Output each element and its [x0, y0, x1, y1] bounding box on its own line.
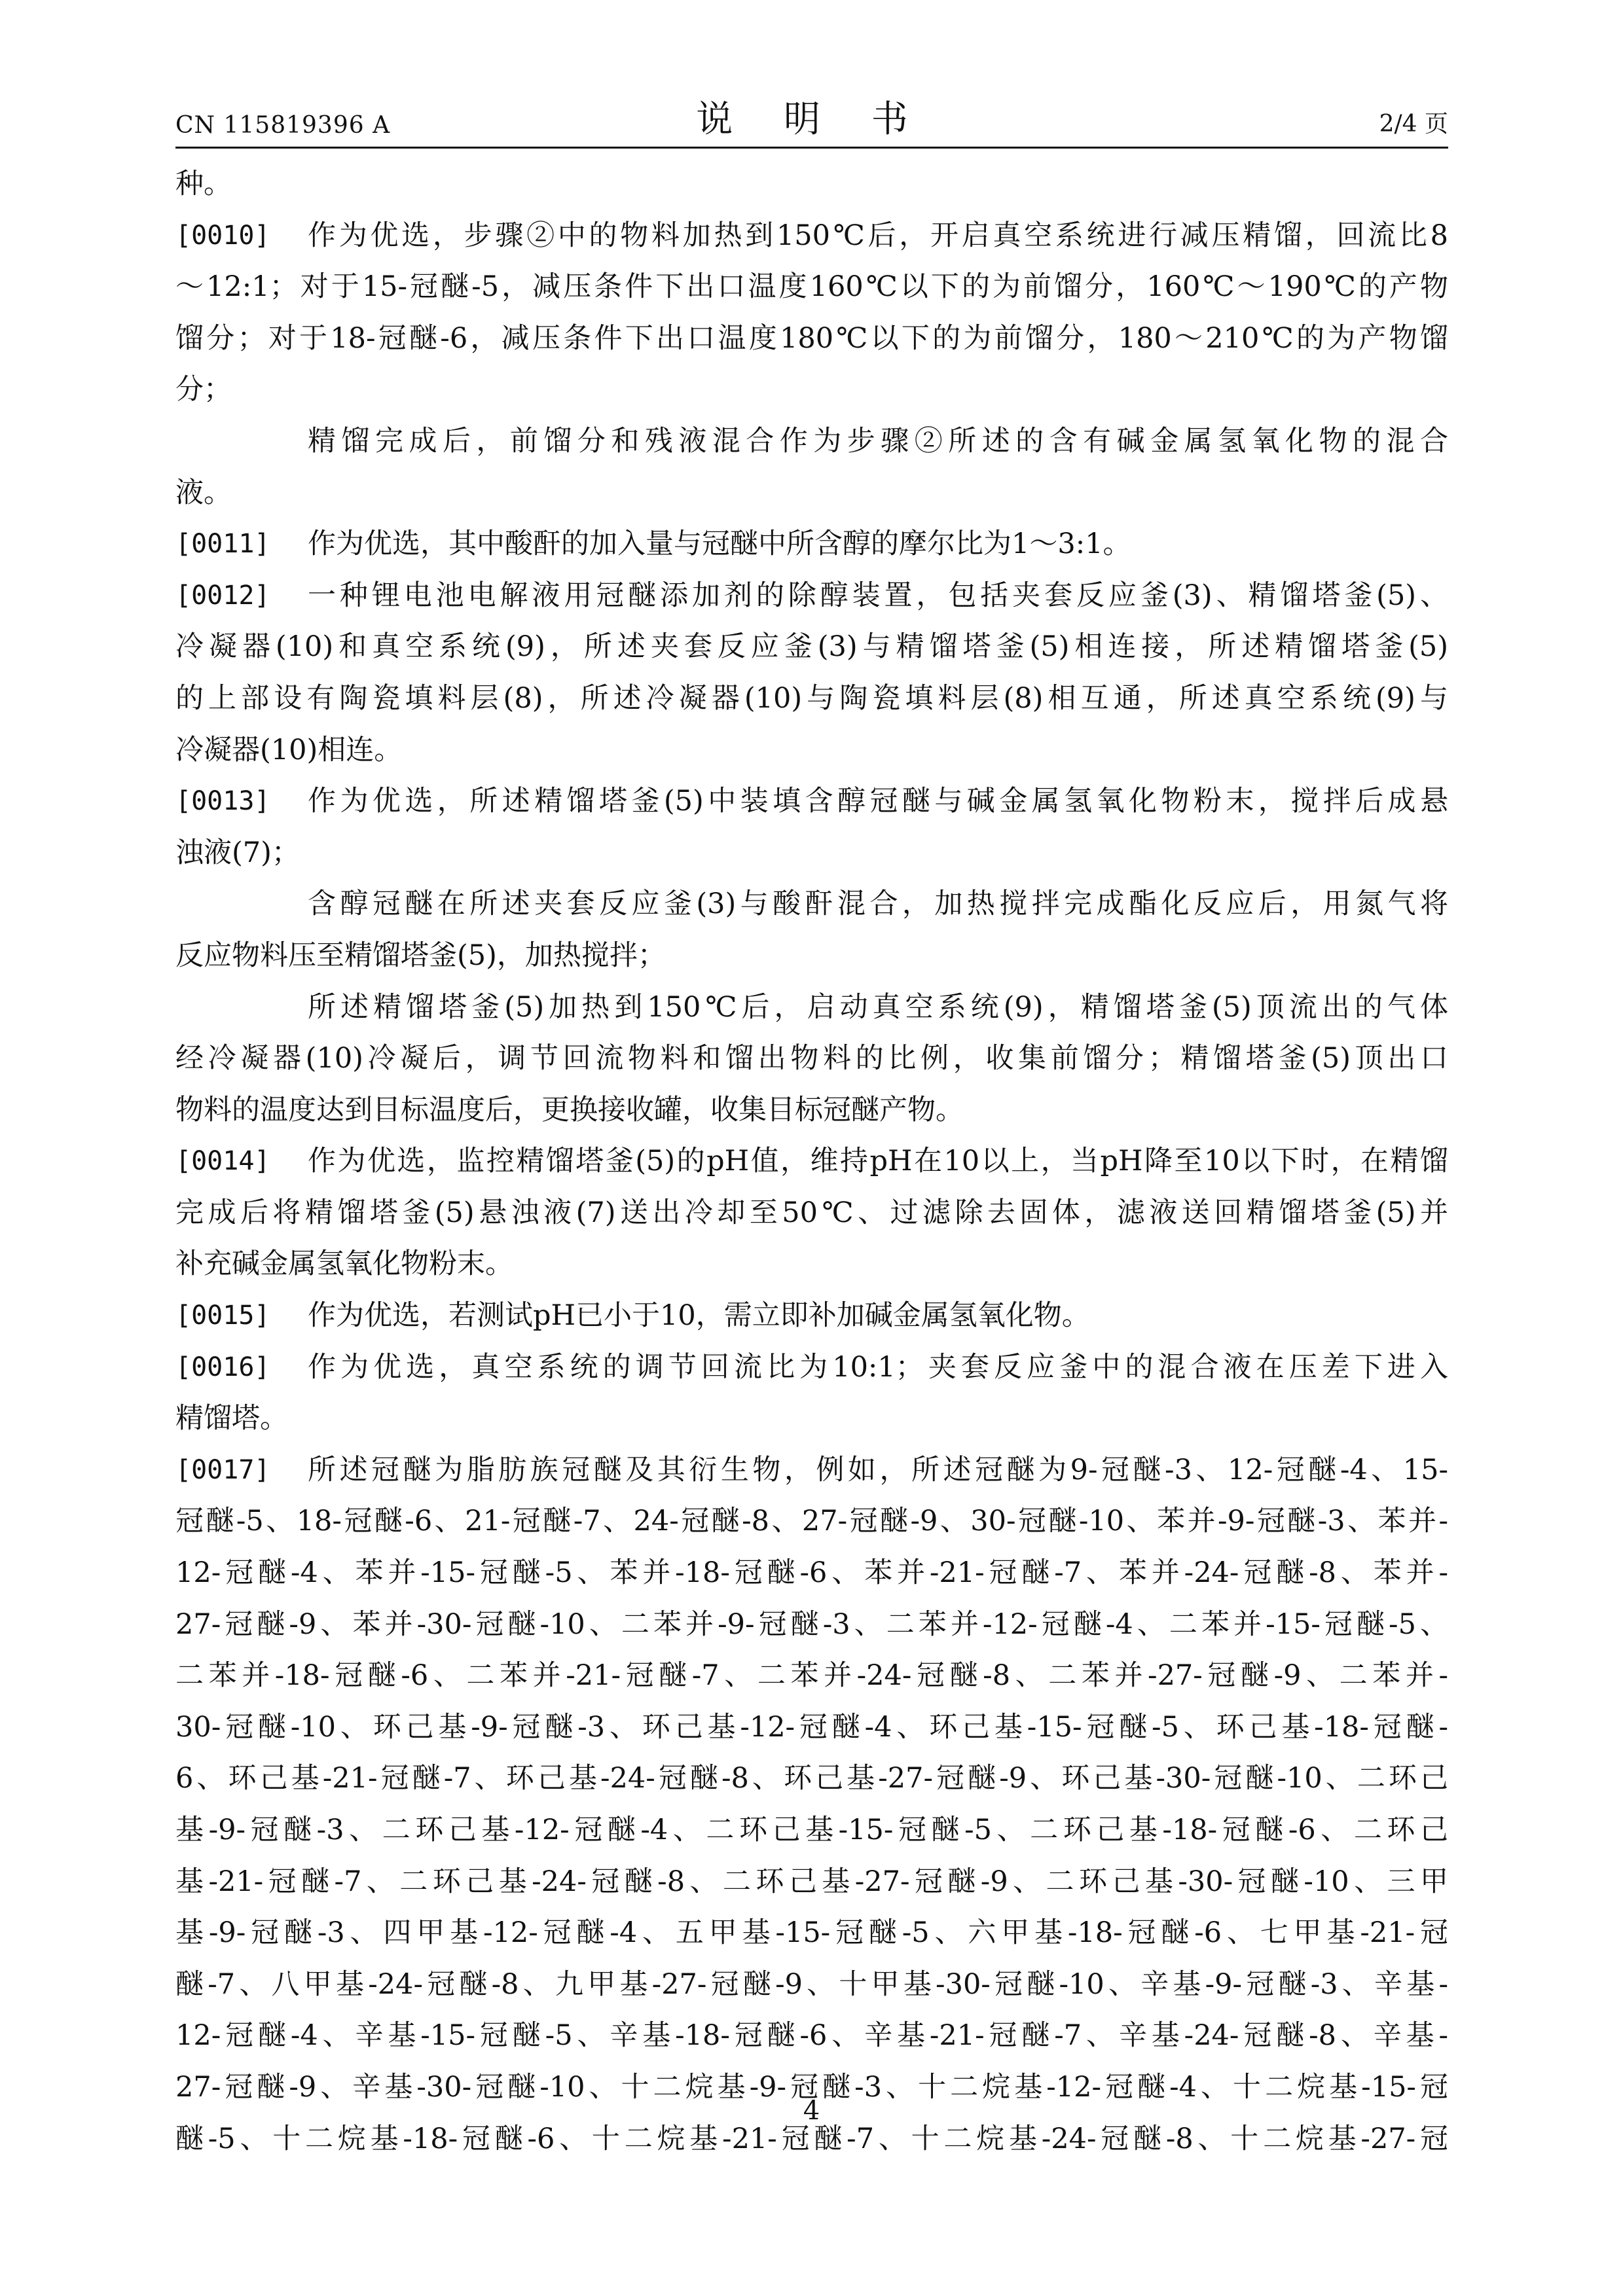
- line-text: 精馏完成后，前馏分和残液混合作为步骤②所述的含有碱金属氢氧化物的混合: [308, 424, 1448, 457]
- line-text: 精馏塔。: [175, 1402, 288, 1435]
- line-text: 浊液(7)；: [175, 836, 300, 869]
- text-line: [175, 158, 1448, 210]
- page-title: 说 明 书: [696, 98, 928, 141]
- line-text: 分；: [175, 373, 232, 406]
- text-line: [175, 261, 1448, 313]
- text-line: [175, 416, 1448, 467]
- document-number: CN 115819396 A: [175, 112, 391, 139]
- paragraph-number: [0014]: [175, 1146, 270, 1177]
- line-text: 基-21-冠醚-7、二环己基-24-冠醚-8、二环己基-27-冠醚-9、二环己基-30-冠醚-10、三甲: [175, 1865, 1448, 1898]
- line-text: 27-冠醚-9、辛基-30-冠醚-10、十二烷基-9-冠醚-3、十二烷基-12-冠醚-4、十二烷基-15-冠: [175, 2070, 1448, 2104]
- numbered-paragraph-line: [175, 1136, 1448, 1187]
- line-text: 作为优选，所述精馏塔釜(5)中装填含醇冠醚与碱金属氢氧化物粉末，搅拌后成悬: [308, 785, 1448, 818]
- line-text: 馏分；对于18-冠醚-6，减压条件下出口温度180℃以下的为前馏分，180～210℃的为产物馏: [175, 321, 1448, 355]
- paragraph-number: [0013]: [175, 786, 270, 817]
- page-indicator: 2/4 页: [1379, 111, 1448, 137]
- line-text: 作为优选，其中酸酐的加入量与冠醚中所含醇的摩尔比为1～3:1。: [308, 528, 1131, 561]
- document-body: [175, 158, 1448, 2164]
- numbered-paragraph-line: [175, 1444, 1448, 1496]
- line-text: 作为优选，步骤②中的物料加热到150℃后，开启真空系统进行减压精馏，回流比8: [308, 219, 1448, 252]
- line-text: 一种锂电池电解液用冠醚添加剂的除醇装置，包括夹套反应釜(3)、精馏塔釜(5)、: [308, 579, 1448, 612]
- header-divider: [175, 147, 1448, 149]
- paragraph-number: [0016]: [175, 1352, 270, 1382]
- text-line: [175, 673, 1448, 725]
- line-text: 经冷凝器(10)冷凝后，调节回流物料和馏出物料的比例，收集前馏分；精馏塔釜(5)顶出口: [175, 1042, 1448, 1075]
- numbered-paragraph-line: [175, 776, 1448, 827]
- text-line: [175, 725, 1448, 776]
- text-line: [175, 827, 1448, 879]
- text-line: [175, 1702, 1448, 1753]
- numbered-paragraph-line: [175, 1290, 1448, 1342]
- text-line: [175, 930, 1448, 982]
- page-header: [175, 98, 1448, 145]
- text-line: [175, 1753, 1448, 1804]
- text-line: [175, 1238, 1448, 1290]
- text-line: [175, 878, 1448, 930]
- page-number: 4: [803, 2096, 820, 2126]
- text-line: [175, 2010, 1448, 2062]
- text-line: [175, 1085, 1448, 1136]
- numbered-paragraph-line: [175, 1342, 1448, 1393]
- text-line: [175, 621, 1448, 673]
- line-text: 基-9-冠醚-3、四甲基-12-冠醚-4、五甲基-15-冠醚-5、六甲基-18-冠醚-6、七甲基-21-冠: [175, 1916, 1448, 1950]
- line-text: 基-9-冠醚-3、二环己基-12-冠醚-4、二环己基-15-冠醚-5、二环己基-18-冠醚-6、二环己: [175, 1814, 1448, 1846]
- line-text: 冠醚-5、18-冠醚-6、21-冠醚-7、24-冠醚-8、27-冠醚-9、30-冠醚-10、苯并-9-冠醚-3、苯并-: [175, 1505, 1448, 1538]
- paragraph-number: [0010]: [175, 220, 270, 251]
- line-text: 醚-7、八甲基-24-冠醚-8、九甲基-27-冠醚-9、十甲基-30-冠醚-10、辛基-9-冠醚-3、辛基-: [175, 1967, 1448, 2001]
- numbered-paragraph-line: [175, 518, 1448, 570]
- line-text: 所述精馏塔釜(5)加热到150℃后，启动真空系统(9)，精馏塔釜(5)顶流出的气体: [308, 990, 1448, 1024]
- line-text: 30-冠醚-10、环己基-9-冠醚-3、环己基-12-冠醚-4、环己基-15-冠醚-5、环己基-18-冠醚-: [175, 1710, 1448, 1744]
- line-text: 12-冠醚-4、辛基-15-冠醚-5、辛基-18-冠醚-6、辛基-21-冠醚-7、辛基-24-冠醚-8、辛基-: [175, 2019, 1448, 2053]
- line-text: 反应物料压至精馏塔釜(5)，加热搅拌；: [175, 939, 666, 972]
- line-text: 6、环己基-21-冠醚-7、环己基-24-冠醚-8、环己基-27-冠醚-9、环己基-30-冠醚-10、二环己: [175, 1762, 1448, 1795]
- text-line: [175, 1856, 1448, 1908]
- line-text: 作为优选，若测试pH已小于10，需立即补加碱金属氢氧化物。: [308, 1299, 1090, 1333]
- text-line: [175, 1496, 1448, 1547]
- text-line: [175, 467, 1448, 519]
- text-line: [175, 1650, 1448, 1702]
- numbered-paragraph-line: [175, 210, 1448, 262]
- line-text: 12-冠醚-4、苯并-15-冠醚-5、苯并-18-冠醚-6、苯并-21-冠醚-7、苯并-24-冠醚-8、苯并-: [175, 1556, 1448, 1590]
- paragraph-number: [0012]: [175, 580, 270, 611]
- paragraph-number: [0015]: [175, 1300, 270, 1331]
- paragraph-number: [0011]: [175, 529, 270, 560]
- line-text: 冷凝器(10)和真空系统(9)，所述夹套反应釜(3)与精馏塔釜(5)相连接，所述精馏塔釜(5): [175, 630, 1448, 664]
- text-line: [175, 1187, 1448, 1239]
- line-text: 物料的温度达到目标温度后，更换接收罐，收集目标冠醚产物。: [175, 1093, 964, 1126]
- line-text: 27-冠醚-9、苯并-30-冠醚-10、二苯并-9-冠醚-3、二苯并-12-冠醚-4、二苯并-15-冠醚-5、: [175, 1607, 1448, 1641]
- text-line: [175, 1599, 1448, 1651]
- text-line: [175, 1959, 1448, 2011]
- line-text: 作为优选，监控精馏塔釜(5)的pH值，维持pH在10以上，当pH降至10以下时，在精馏: [308, 1145, 1448, 1178]
- text-line: [175, 1033, 1448, 1085]
- line-text: 含醇冠醚在所述夹套反应釜(3)与酸酐混合，加热搅拌完成酯化反应后，用氮气将: [308, 888, 1448, 921]
- line-text: 所述冠醚为脂肪族冠醚及其衍生物，例如，所述冠醚为9-冠醚-3、12-冠醚-4、15-: [308, 1453, 1448, 1486]
- line-text: 冷凝器(10)相连。: [175, 733, 403, 766]
- line-text: 醚-5、十二烷基-18-冠醚-6、十二烷基-21-冠醚-7、十二烷基-24-冠醚-8、十二烷基-27-冠: [175, 2122, 1448, 2155]
- line-text: 完成后将精馏塔釜(5)悬浊液(7)送出冷却至50℃、过滤除去固体，滤液送回精馏塔釜(5)并: [175, 1196, 1448, 1229]
- text-line: [175, 1804, 1448, 1856]
- paragraph-number: [0017]: [175, 1454, 270, 1485]
- line-text: 种。: [175, 168, 232, 200]
- line-text: 液。: [175, 476, 232, 509]
- text-line: [175, 364, 1448, 416]
- numbered-paragraph-line: [175, 570, 1448, 622]
- line-text: 作为优选，真空系统的调节回流比为10:1；夹套反应釜中的混合液在压差下进入: [308, 1350, 1448, 1384]
- line-text: ～12:1；对于15-冠醚-5，减压条件下出口温度160℃以下的为前馏分，160℃～190℃的产物: [175, 270, 1448, 304]
- text-line: [175, 982, 1448, 1033]
- line-text: 二苯并-18-冠醚-6、二苯并-21-冠醚-7、二苯并-24-冠醚-8、二苯并-27-冠醚-9、二苯并-: [175, 1659, 1448, 1693]
- text-line: [175, 1907, 1448, 1959]
- text-line: [175, 313, 1448, 365]
- text-line: [175, 1547, 1448, 1599]
- line-text: 的上部设有陶瓷填料层(8)，所述冷凝器(10)与陶瓷填料层(8)相互通，所述真空系统(9)与: [175, 681, 1448, 715]
- text-line: [175, 1393, 1448, 1444]
- line-text: 补充碱金属氢氧化物粉末。: [175, 1247, 513, 1281]
